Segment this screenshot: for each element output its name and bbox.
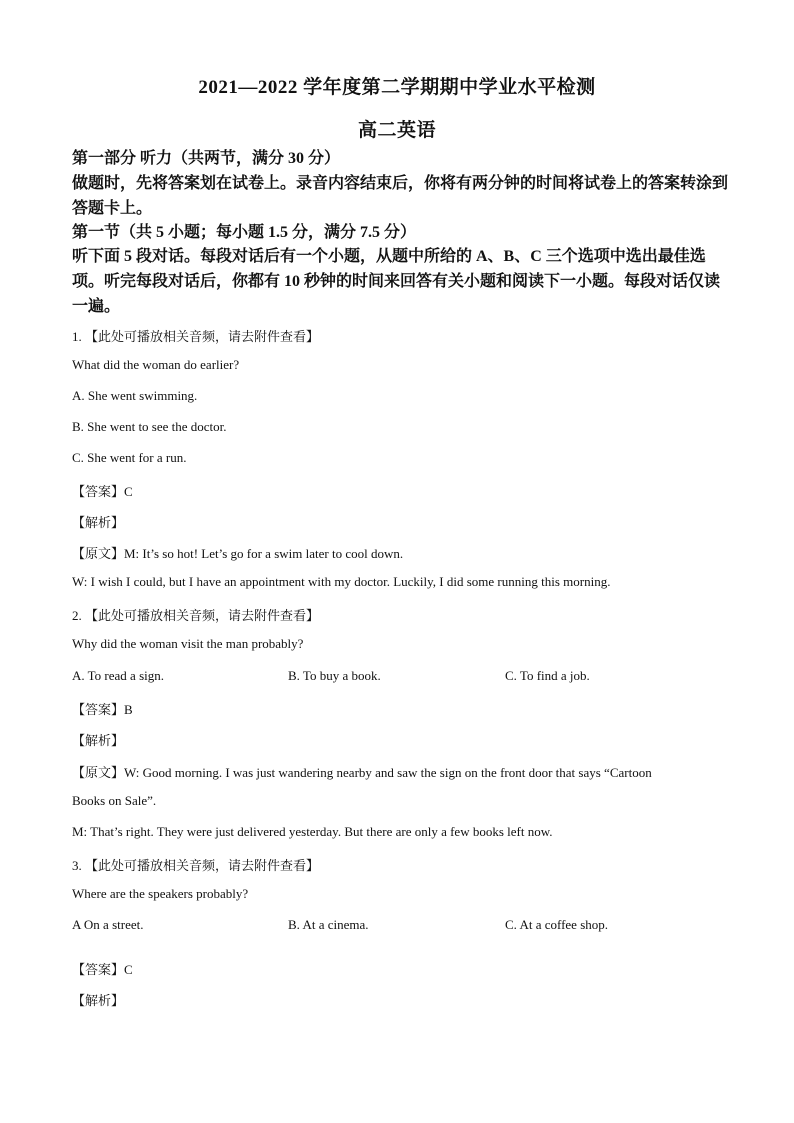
section-description: 听下面 5 段对话。每段对话后有一个小题，从题中所给的 A、B、C 三个选项中选出最佳选项。听完每段对话后，你都有 10 秒钟的时间来回答有关小题和阅读下一小题。每段对话仅读一遍。 (72, 248, 721, 315)
question-3-analysis: 【解析】 (72, 993, 125, 1008)
question-2-transcript-line: Books on Sale”. (72, 793, 157, 808)
part-description: 做题时，先将答案划在试卷上。录音内容结束后，你将有两分钟的时间将试卷上的答案转涂到答题卡上。 (72, 175, 729, 217)
question-3-prompt: Where are the speakers probably? (72, 886, 249, 901)
question-1-analysis: 【解析】 (72, 515, 125, 530)
question-2-audio-note: 2. 【此处可播放相关音频，请去附件查看】 (72, 608, 320, 623)
question-1-option-c: C. She went for a run. (72, 450, 187, 465)
question-2-transcript-line: 【原文】W: Good morning. I was just wandering nearby and saw the sign on the front door that says “Cartoon (72, 765, 652, 780)
question-2-analysis: 【解析】 (72, 733, 125, 748)
question-3-answer: 【答案】C (72, 962, 133, 977)
question-3-option-c: C. At a coffee shop. (505, 917, 609, 932)
exam-title: 2021—2022 学年度第二学期期中学业水平检测 (198, 77, 596, 98)
question-1-option-b: B. She went to see the doctor. (72, 419, 227, 434)
question-2-option-b: B. To buy a book. (288, 668, 381, 683)
part-heading: 第一部分 听力（共两节，满分 30 分） (72, 150, 341, 167)
question-2-option-c: C. To find a job. (505, 668, 590, 683)
question-3-option-a: A On a street. (72, 917, 144, 932)
question-1-transcript-line: 【原文】M: It’s so hot! Let’s go for a swim later to cool down. (72, 546, 404, 561)
section-heading: 第一节（共 5 小题；每小题 1.5 分，满分 7.5 分） (72, 224, 417, 241)
question-2-option-a: A. To read a sign. (72, 668, 164, 683)
question-1-answer: 【答案】C (72, 484, 133, 499)
question-2-transcript-line: M: That’s right. They were just delivered yesterday. But there are only a few books left now. (72, 824, 553, 839)
question-2-prompt: Why did the woman visit the man probably? (72, 636, 304, 651)
question-1-audio-note: 1. 【此处可播放相关音频，请去附件查看】 (72, 329, 320, 344)
question-1-option-a: A. She went swimming. (72, 388, 198, 403)
question-1-transcript-line: W: I wish I could, but I have an appointment with my doctor. Luckily, I did some running this morning. (72, 574, 611, 589)
question-3-audio-note: 3. 【此处可播放相关音频，请去附件查看】 (72, 858, 320, 873)
question-2-answer: 【答案】B (72, 702, 133, 717)
exam-subtitle: 高二英语 (357, 120, 436, 141)
question-1-prompt: What did the woman do earlier? (72, 357, 240, 372)
question-3-option-b: B. At a cinema. (288, 917, 369, 932)
